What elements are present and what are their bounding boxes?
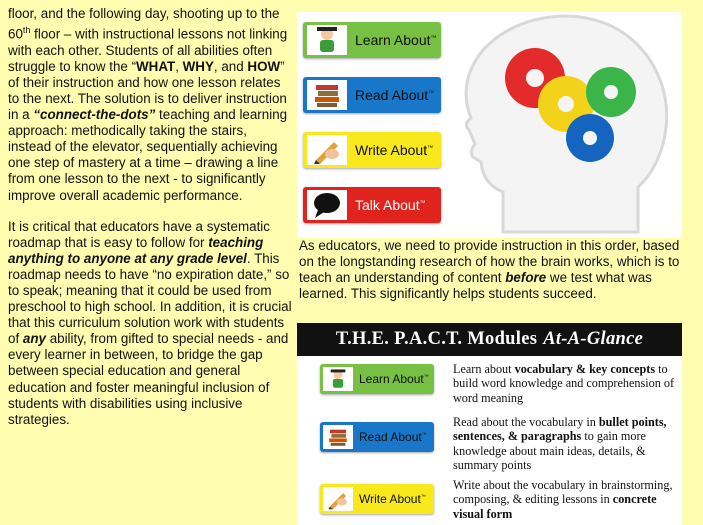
glance-panel xyxy=(297,356,682,525)
left-paragraph-1: floor, and the following day, shooting up to the 60th floor – with instructional lessons not linking with each other. Students of all abilities often struggle to know the “WHAT, WHY, and HOW” of their instruction and how one lesson relates to the next. The solution is to deliver instruction in a “connect-the-dots” teaching and learning approach: methodically taking the stairs, instead of the elevator, sequentially achieving one step of mastery at a time – drawing a line from one lesson to the next - to significantly improve overall academic performance. xyxy=(8,6,288,203)
module-label: Write About™ xyxy=(355,142,434,158)
student-icon xyxy=(307,25,347,55)
head-gears-illustration xyxy=(443,12,682,238)
gear-green-icon xyxy=(586,67,636,117)
right-paragraph: As educators, we need to provide instruction in this order, based on the longstanding research of how the brain works, which is to teach an understanding of content before we test what was learned. This significantly helps students succeed. xyxy=(299,238,680,302)
speech-bubble-icon xyxy=(307,190,347,220)
modules-graphic-panel xyxy=(297,12,682,238)
books-icon xyxy=(323,425,353,449)
module-label: Learn About™ xyxy=(355,32,437,48)
gear-blue-icon xyxy=(566,114,614,162)
pencil-hand-icon xyxy=(323,487,353,511)
glance-description: Write about the vocabulary in brainstorming, composing, & editing lessons in concrete visual form xyxy=(453,478,673,521)
books-icon xyxy=(307,80,347,110)
student-icon xyxy=(323,367,353,391)
glance-write-about-button: Write About™ xyxy=(320,484,434,514)
module-label: Talk About™ xyxy=(355,197,426,213)
read-about-module xyxy=(303,77,441,113)
left-text-column xyxy=(8,6,292,443)
glance-read-about-button: Read About™ xyxy=(320,422,434,452)
left-paragraph-2: It is critical that educators have a systematic roadmap that is easy to follow for teaching anything to anyone at any grade level. This roadmap needs to have “no expiration date,” so to speak; meaning that it could be used from preschool to high school. In addition, it is crucial that this curriculum solution work with students of any ability, from gifted to special needs - and every learner in between, to bridge the gap between special education and general education and foster meaningful inclusion of students with disabilities using inclusive strategies. xyxy=(8,218,292,427)
write-about-module xyxy=(303,132,441,168)
learn-about-module xyxy=(303,22,441,58)
glance-learn-about-button: Learn About™ xyxy=(320,364,434,394)
talk-about-module xyxy=(303,187,441,223)
glance-title-italic: At-A-Glance xyxy=(543,329,644,349)
glance-title-banner xyxy=(297,323,682,356)
glance-description: Learn about vocabulary & key concepts to build word knowledge and comprehension of word meaning xyxy=(453,362,675,405)
pencil-hand-icon xyxy=(307,135,347,165)
glance-title: T.H.E. P.A.C.T. Modules xyxy=(335,329,538,349)
glance-description: Read about the vocabulary in bullet points, sentences, & paragraphs to gain more knowledge about main ideas, details, & summary points xyxy=(453,415,667,472)
module-label: Read About™ xyxy=(355,87,435,103)
